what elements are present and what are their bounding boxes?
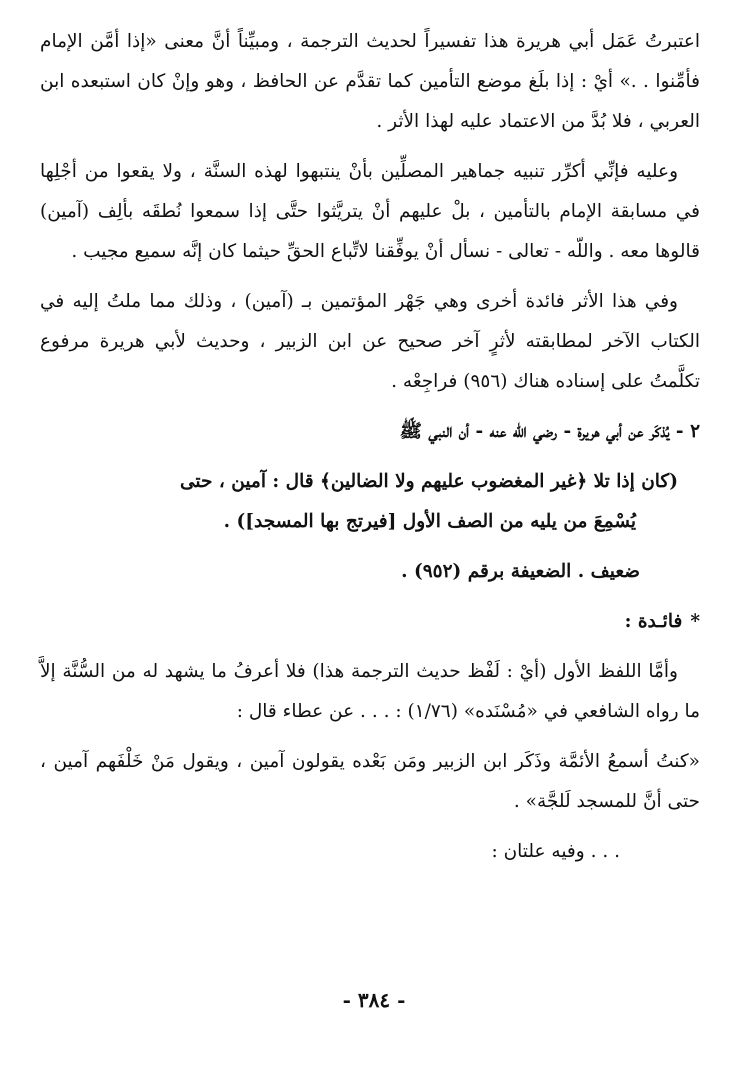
benefit-paragraph-2: «كنتُ أسمعُ الأئمَّة وذَكَر ابن الزبير ومَن بَعْده يقولون آمين ، ويقول مَنْ خَلْفَهم آمين ، حتى أنَّ للمسجد لَلجَّة» .	[40, 751, 700, 812]
page-body	[40, 22, 700, 872]
hadith-grade: ضعيف . الضعيفة برقم (٩٥٢) .	[401, 561, 640, 582]
hadith-text	[40, 462, 678, 542]
paragraph-1: اعتبرتُ عَمَل أبي هريرة هذا تفسيراً لحديث الترجمة ، ومبيِّناً أنَّ معنى «إذا أمَّن الإمام فأمِّنوا . .» أيْ : إذا بلَغ موضع التأمين كما تقدَّم عن الحافظ ، وهو وإنْ كان استبعده ابن العربي ، فلا بُدَّ من الاعتماد عليه لهذا الأثر .	[40, 31, 700, 132]
benefit-label: فائـدة :	[624, 611, 683, 632]
star-icon: *	[690, 611, 700, 632]
paragraph-2: وعليه فإنِّي أكرِّر تنبيه جماهير المصلِّين بأنْ ينتبهوا لهذه السنَّة ، ولا يقعوا من أجْلِها في مسابقة الإمام بالتأمين ، بلْ عليهم أنْ يتريَّثوا حتَّى إذا سمعوا نُطقَه بألِف (آمين) قالوها معه . واللّه - تعالى - نسأل أنْ يوفِّقنا لاتِّباع الحقِّ حيثما كان إنَّه سميع مجيب .	[40, 161, 700, 262]
hadith-text-line-2: يُسْمِعَ من يليه من الصف الأول [فيرتج بها المسجد]) .	[223, 511, 636, 532]
hadith-text-line-1: (كان إذا تلا ﴿غير المغضوب عليهم ولا الضالين﴾ قال : آمين ، حتى	[179, 471, 678, 492]
benefit-heading	[40, 602, 700, 642]
benefit-paragraph-3: . . . وفيه علتان :	[491, 841, 620, 862]
hadith-heading: ٢ - يُذكَر عن أبي هريرة - رضي الله عنه - أن النبي ﷺ	[399, 421, 700, 442]
paragraph-3: وفي هذا الأثر فائدة أخرى وهي جَهْر المؤتمين بـ (آمين) ، وذلك مما ملتُ إليه في الكتاب الآخر لمطابقته لأثرٍ آخر صحيح عن ابن الزبير ، وحديث لأبي هريرة مرفوع تكلَّمتُ على إسناده هناك (٩٥٦) فراجِعْه .	[40, 291, 700, 392]
benefit-paragraph-1: وأمَّا اللفظ الأول (أيْ : لَفْظ حديث الترجمة هذا) فلا أعرفُ ما يشهد له من السُّنَّة إلاَّ ما رواه الشافعي في «مُسْنَده» (١/٧٦) : . . . عن عطاء قال :	[40, 661, 700, 722]
page-number: - ٣٨٤ -	[342, 988, 406, 1012]
